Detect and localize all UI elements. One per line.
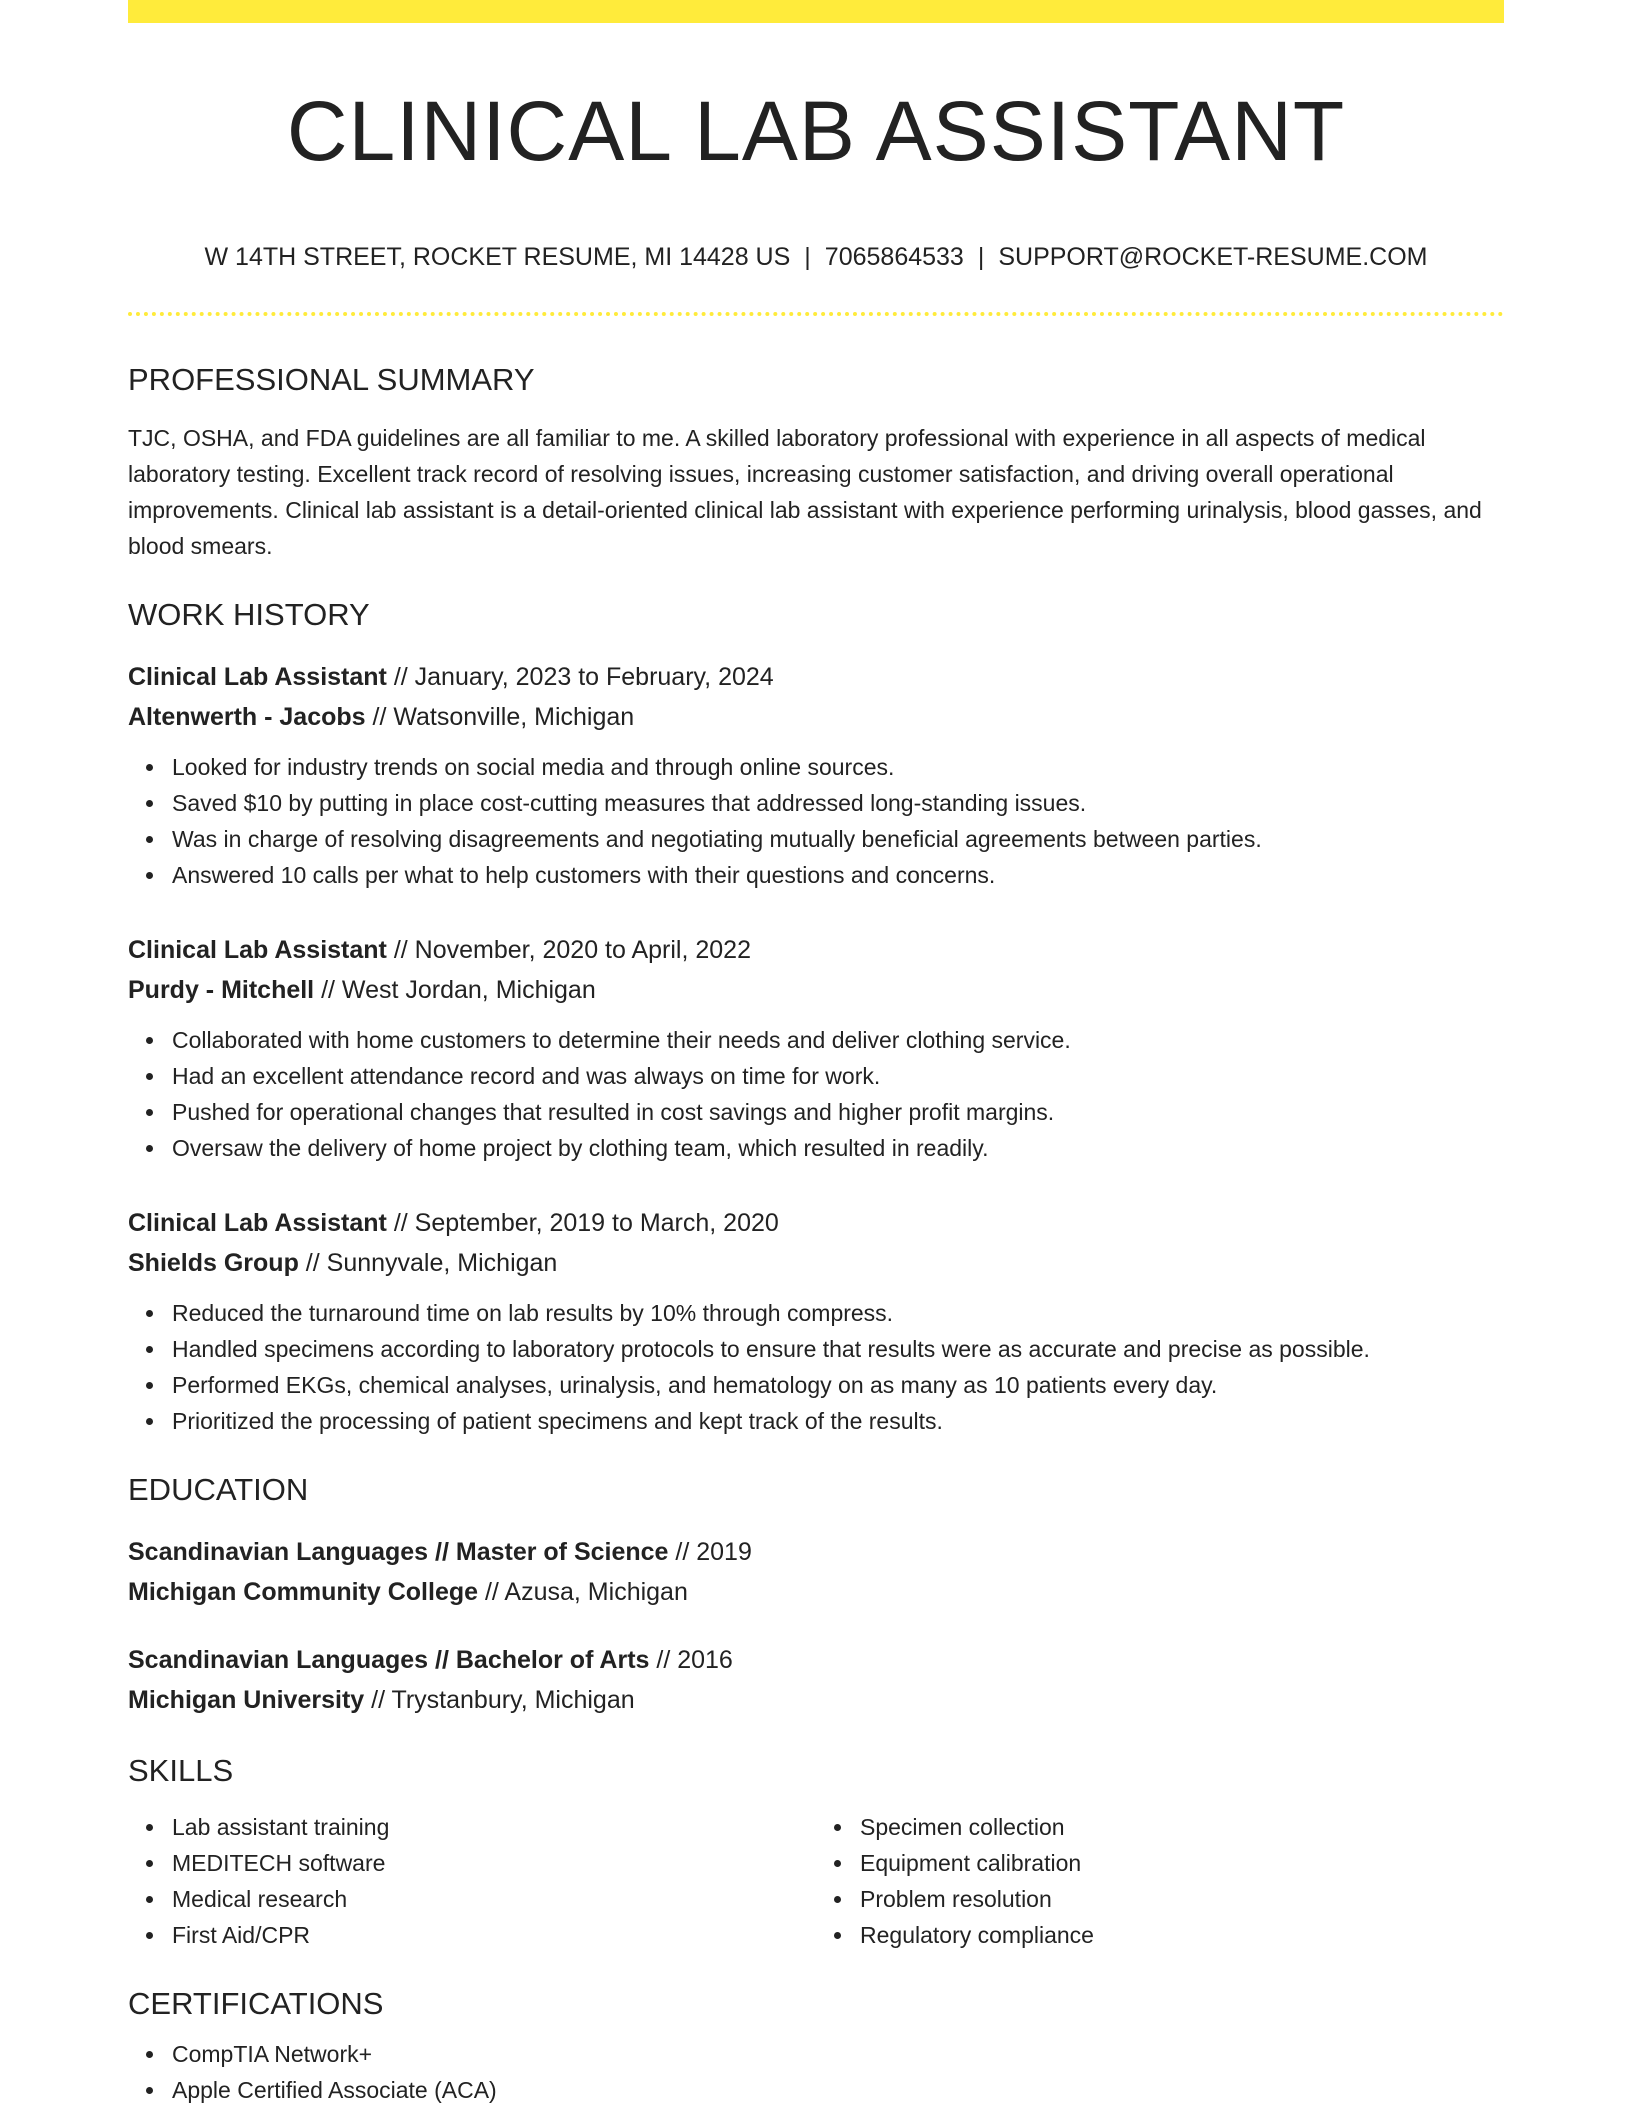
section-title-skills: SKILLS <box>128 1753 234 1788</box>
job-location: // West Jordan, Michigan <box>314 976 596 1004</box>
section-title-certifications: CERTIFICATIONS <box>128 1986 384 2021</box>
list-item: Handled specimens according to laboratory protocols to ensure that results were as accurate and precise as possible. <box>172 1331 1504 1367</box>
job-dates: // January, 2023 to February, 2024 <box>386 663 774 691</box>
list-item: Looked for industry trends on social media and through online sources. <box>172 749 1504 785</box>
resume-content <box>128 0 1504 2108</box>
list-item: Collaborated with home customers to determine their needs and deliver clothing service. <box>172 1022 1504 1058</box>
job-bullets <box>128 749 1504 893</box>
certification-item: CompTIA Network+ <box>172 2036 1504 2072</box>
list-item: Saved $10 by putting in place cost-cutting measures that addressed long-standing issues. <box>172 785 1504 821</box>
job-title: Clinical Lab Assistant <box>128 1209 387 1237</box>
job-company-line <box>128 697 1504 737</box>
contact-address: W 14TH STREET, ROCKET RESUME, MI 14428 US <box>204 243 791 271</box>
job-company-line <box>128 1243 1504 1283</box>
skill-item: Equipment calibration <box>860 1845 1504 1881</box>
list-item: Oversaw the delivery of home project by clothing team, which resulted in readily. <box>172 1130 1504 1166</box>
skill-item: Regulatory compliance <box>860 1917 1504 1953</box>
skill-item: Specimen collection <box>860 1809 1504 1845</box>
education-school: Michigan University <box>128 1686 365 1714</box>
education-year: // 2019 <box>668 1538 752 1566</box>
skills-list-left <box>128 1809 816 1953</box>
job-dates: // September, 2019 to March, 2020 <box>386 1209 779 1237</box>
job-title-line <box>128 1203 1504 1243</box>
certification-item: Apple Certified Associate (ACA) <box>172 2072 1504 2108</box>
job-dates: // November, 2020 to April, 2022 <box>386 936 751 964</box>
skill-item: First Aid/CPR <box>172 1917 816 1953</box>
education-school: Michigan Community College <box>128 1578 479 1606</box>
skill-item: MEDITECH software <box>172 1845 816 1881</box>
section-title-summary: PROFESSIONAL SUMMARY <box>128 362 535 397</box>
education-degree-line <box>128 1640 1504 1680</box>
job-title: Clinical Lab Assistant <box>128 663 387 691</box>
education-location: // Trystanbury, Michigan <box>364 1686 635 1714</box>
job-title: Clinical Lab Assistant <box>128 936 387 964</box>
education-school-line <box>128 1572 1504 1612</box>
list-item: Reduced the turnaround time on lab results by 10% through compress. <box>172 1295 1504 1331</box>
job-bullets <box>128 1295 1504 1439</box>
list-item: Answered 10 calls per what to help customers with their questions and concerns. <box>172 857 1504 893</box>
contact-line <box>128 241 1504 273</box>
contact-phone: 7065864533 <box>824 243 964 271</box>
job-location: // Sunnyvale, Michigan <box>298 1249 558 1277</box>
section-title-education: EDUCATION <box>128 1472 309 1507</box>
certifications-list <box>128 2036 1504 2108</box>
job-bullets <box>128 1022 1504 1166</box>
education-entry <box>128 1532 1504 1612</box>
education-degree: Scandinavian Languages // Master of Science <box>128 1538 669 1566</box>
job-entry <box>128 657 1504 893</box>
skill-item: Problem resolution <box>860 1881 1504 1917</box>
education-school-line <box>128 1680 1504 1720</box>
job-title-line <box>128 930 1504 970</box>
skills-list-right <box>816 1809 1504 1953</box>
list-item: Performed EKGs, chemical analyses, urinalysis, and hematology on as many as 10 patients every day. <box>172 1367 1504 1403</box>
list-item: Was in charge of resolving disagreements and negotiating mutually beneficial agreements between parties. <box>172 821 1504 857</box>
list-item: Had an excellent attendance record and was always on time for work. <box>172 1058 1504 1094</box>
job-company-line <box>128 970 1504 1010</box>
education-location: // Azusa, Michigan <box>478 1578 688 1606</box>
job-company: Altenwerth - Jacobs <box>128 703 366 731</box>
job-title-line <box>128 657 1504 697</box>
summary-text: TJC, OSHA, and FDA guidelines are all familiar to me. A skilled laboratory professional with experience in all aspects of medical laboratory testing. Excellent track record of resolving issues, increasing customer satisfaction, and driving overall operational improvements. Clinical lab assistant is a detail-oriented clinical lab assistant with experience performing urinalysis, blood gasses, and blood smears. <box>128 425 1482 559</box>
education-degree-line <box>128 1532 1504 1572</box>
skills-columns <box>128 1809 1504 1953</box>
contact-separator: | <box>804 243 811 271</box>
skill-item: Lab assistant training <box>172 1809 816 1845</box>
job-company: Purdy - Mitchell <box>128 976 315 1004</box>
contact-email: SUPPORT@ROCKET-RESUME.COM <box>998 243 1428 271</box>
education-year: // 2016 <box>649 1646 733 1674</box>
contact-separator: | <box>977 243 985 271</box>
job-entry <box>128 930 1504 1166</box>
job-entry <box>128 1203 1504 1439</box>
job-company: Shields Group <box>128 1249 299 1277</box>
education-degree: Scandinavian Languages // Bachelor of Arts <box>128 1646 650 1674</box>
education-entry <box>128 1640 1504 1720</box>
job-location: // Watsonville, Michigan <box>365 703 635 731</box>
list-item: Prioritized the processing of patient specimens and kept track of the results. <box>172 1403 1504 1439</box>
resume-title: CLINICAL LAB ASSISTANT <box>286 84 1346 178</box>
skill-item: Medical research <box>172 1881 816 1917</box>
list-item: Pushed for operational changes that resulted in cost savings and higher profit margins. <box>172 1094 1504 1130</box>
section-title-work-history: WORK HISTORY <box>128 597 370 632</box>
dotted-divider <box>128 312 1504 316</box>
